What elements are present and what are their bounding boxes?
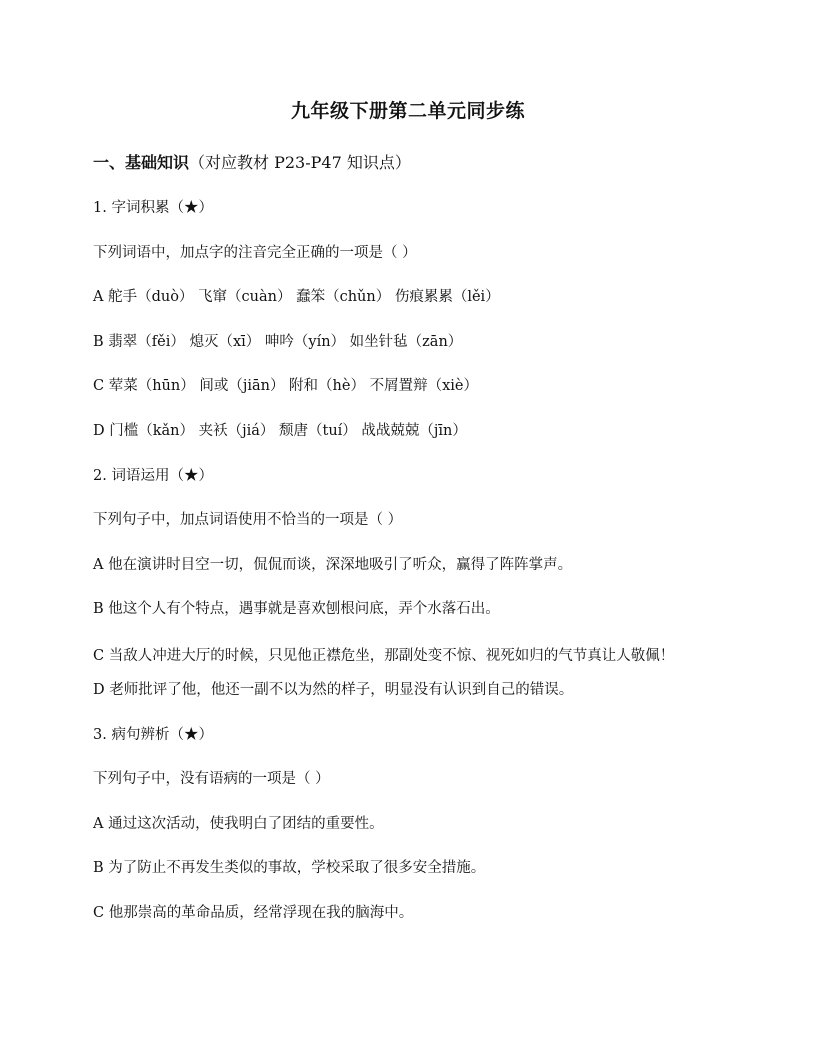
question-2-option-b: B 他这个人有个特点，遇事就是喜欢刨根问底，弄个水落石出。 (93, 601, 500, 618)
question-2-heading: 2. 词语运用（★） (93, 467, 213, 484)
question-1-heading: 1. 字词积累（★） (93, 200, 213, 216)
question-3-option-b: B 为了防止不再发生类似的事故，学校采取了很多安全措施。 (93, 860, 486, 877)
question-2-option-a: A 他在演讲时目空一切，侃侃而谈，深深地吸引了听众，赢得了阵阵掌声。 (93, 556, 573, 573)
document-title: 九年级下册第二单元同步练 (290, 100, 525, 122)
question-1-option-a: A 舵手（duò） 飞窜（cuàn） 蠢笨（chǔn） 伤痕累累（lěi） (93, 289, 500, 306)
question-1-prompt: 下列词语中，加点字的注音完全正确的一项是（ ） (93, 244, 417, 261)
question-3-prompt: 下列句子中，没有语病的一项是（ ） (93, 771, 330, 788)
question-1-option-b: B 翡翠（fěi） 熄灭（xī） 呻吟（yín） 如坐针毡（zān） (93, 333, 463, 350)
question-2-prompt: 下列句子中，加点词语使用不恰当的一项是（ ） (93, 512, 403, 529)
question-2-option-c: C 当敌人冲进大厅的时候，只见他正襟危坐，那副处变不惊、视死如归的气节真让人敬佩！ (93, 647, 675, 664)
section-heading-note: （对应教材 P23-P47 知识点） (189, 153, 411, 172)
question-list (93, 196, 733, 946)
question-2-option-d: D 老师批评了他，他还一副不以为然的样子，明显没有认识到自己的错误。 (93, 681, 574, 698)
section-heading-label: 一、基础知识 (93, 153, 190, 172)
question-3-heading: 3. 病句辨析（★） (93, 726, 213, 743)
question-3-option-a: A 通过这次活动，使我明白了团结的重要性。 (93, 815, 384, 832)
question-1-option-c: C 荤菜（hūn） 间或（jiān） 附和（hè） 不屑置辩（xiè） (93, 378, 478, 395)
question-1-option-d: D 门槛（kǎn） 夹袄（jiá） 颓唐（tuí） 战战兢兢（jīn） (93, 422, 467, 439)
section-heading (93, 150, 411, 173)
question-3-option-c: C 他那崇高的革命品质，经常浮现在我的脑海中。 (93, 904, 414, 921)
